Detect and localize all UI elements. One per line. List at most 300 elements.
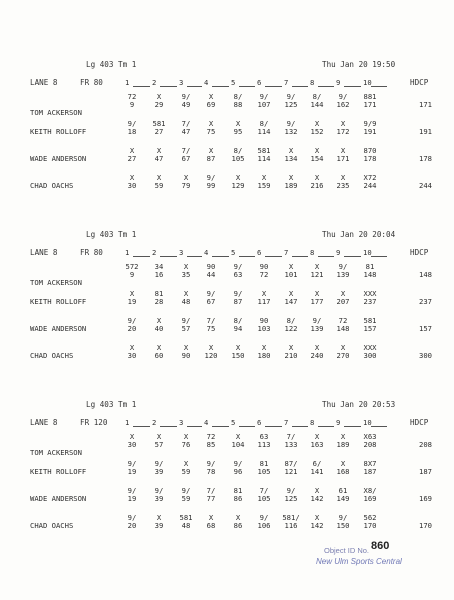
frame-score: 157 — [363, 324, 377, 333]
frame-score: 49 — [181, 100, 191, 109]
frame-number-6: 6 — [257, 418, 262, 427]
frame-mark: 7/ — [206, 486, 216, 495]
frame-mark: X — [129, 343, 135, 352]
frame-mark: X — [340, 432, 346, 441]
frame-mark: X — [129, 146, 135, 155]
frame-score: 75 — [206, 324, 216, 333]
frame-score: 121 — [284, 467, 298, 476]
frame-mark: 9/ — [181, 486, 191, 495]
frame-score: 189 — [284, 181, 298, 190]
frame-divider — [265, 426, 282, 427]
bowler-name: TOM ACKERSON — [30, 108, 82, 117]
frame-mark: X8/ — [363, 486, 377, 495]
frame-score: 67 — [181, 154, 191, 163]
frame-score: 101 — [284, 270, 298, 279]
frame-mark: X72 — [363, 173, 377, 182]
frame-score: 113 — [257, 440, 271, 449]
frame-score: 240 — [310, 351, 324, 360]
frame-mark: X — [340, 119, 346, 128]
frame-score: 77 — [206, 494, 216, 503]
frame-score: 39 — [154, 494, 164, 503]
frame-score: 35 — [181, 270, 191, 279]
frame-divider — [133, 86, 150, 87]
frame-score: 96 — [233, 467, 243, 476]
frame-score: 141 — [310, 467, 324, 476]
frame-mark: X — [314, 262, 320, 271]
frame-mark: 581 — [179, 513, 193, 522]
frame-mark: 9/ — [206, 459, 216, 468]
frame-score: 39 — [154, 521, 164, 530]
frame-score: 148 — [363, 270, 377, 279]
frame-mark: 9/ — [181, 92, 191, 101]
frame-number-7: 7 — [284, 78, 289, 87]
handicap-total: 208 — [419, 440, 432, 449]
frame-mark: X — [314, 513, 320, 522]
frame-score: 171 — [363, 100, 377, 109]
bowler-name: KEITH ROLLOFF — [30, 297, 87, 306]
frame-score: 162 — [336, 100, 350, 109]
frame-mark: 9/ — [338, 92, 348, 101]
frame-score: 129 — [231, 181, 245, 190]
frame-score: 39 — [154, 467, 164, 476]
frame-number-4: 4 — [204, 248, 209, 257]
frame-score: 148 — [336, 324, 350, 333]
frame-mark: 7/ — [259, 486, 269, 495]
frame-mark: 9/ — [127, 486, 137, 495]
lane-label: LANE 8 — [30, 418, 58, 427]
frame-score: 144 — [310, 100, 324, 109]
frame-score: 19 — [127, 467, 137, 476]
frame-mark: X — [288, 173, 294, 182]
frame-mark: 9/ — [206, 289, 216, 298]
frame-score: 105 — [257, 467, 271, 476]
bowler-name: CHAD OACHS — [30, 351, 74, 360]
frame-divider — [212, 256, 229, 257]
frame-mark: 90 — [259, 262, 269, 271]
frame-mark: X — [208, 513, 214, 522]
frame-score: 235 — [336, 181, 350, 190]
frame-mark: 8/ — [233, 146, 243, 155]
game-timestamp: Thu Jan 20 20:53 — [322, 400, 396, 409]
frame-mark: 8/ — [233, 316, 243, 325]
frame-divider — [239, 426, 255, 427]
frame-score: 132 — [284, 127, 298, 136]
frame-score: 47 — [181, 127, 191, 136]
frame-mark: 870 — [363, 146, 377, 155]
frame-score: 116 — [284, 521, 298, 530]
club-stamp: New Ulm Sports Central — [316, 557, 402, 566]
frame-score: 142 — [310, 521, 324, 530]
frame-score: 47 — [154, 154, 164, 163]
frame-mark: 9/ — [233, 262, 243, 271]
frame-mark: 6/ — [312, 459, 322, 468]
frame-score: 105 — [231, 154, 245, 163]
frame-score: 189 — [336, 440, 350, 449]
frame-mark: X — [129, 289, 135, 298]
frame-mark: X — [340, 289, 346, 298]
frame-score: 79 — [181, 181, 191, 190]
frame-score: 139 — [310, 324, 324, 333]
frame-mark: X — [314, 432, 320, 441]
frame-mark: X — [156, 92, 162, 101]
frame-mark: 9/ — [206, 173, 216, 182]
frame-mark: X — [183, 262, 189, 271]
frame-mark: X — [340, 343, 346, 352]
bowler-name: WADE ANDERSON — [30, 494, 87, 503]
frame-number-5: 5 — [231, 78, 236, 87]
handicap-total: 178 — [419, 154, 432, 163]
frame-score: 163 — [310, 440, 324, 449]
bowler-name: KEITH ROLLOFF — [30, 127, 87, 136]
frame-score: 172 — [336, 127, 350, 136]
frame-divider — [212, 86, 229, 87]
frame-score: 57 — [181, 324, 191, 333]
frame-score: 114 — [257, 154, 271, 163]
frame-score: 69 — [206, 100, 216, 109]
frame-number-7: 7 — [284, 248, 289, 257]
frame-score: 177 — [310, 297, 324, 306]
frame-number-3: 3 — [179, 418, 184, 427]
frame-score: 59 — [181, 494, 191, 503]
frame-score: 20 — [127, 521, 137, 530]
frame-score: 105 — [257, 494, 271, 503]
frame-divider — [292, 86, 308, 87]
frame-score: 30 — [127, 440, 137, 449]
frame-divider — [265, 256, 282, 257]
frame-score: 60 — [154, 351, 164, 360]
frame-number-1: 1 — [125, 248, 130, 257]
frame-divider — [371, 86, 387, 87]
frame-mark: 87/ — [284, 459, 298, 468]
frame-mark: 581 — [152, 119, 166, 128]
frame-mark: 9/ — [181, 316, 191, 325]
frame-score: 150 — [336, 521, 350, 530]
frame-mark: X — [340, 173, 346, 182]
frame-score: 72 — [259, 270, 269, 279]
frame-score: 57 — [154, 440, 164, 449]
frame-divider — [212, 426, 229, 427]
frame-divider — [160, 86, 177, 87]
frame-mark: X — [288, 289, 294, 298]
hdcp-header: HDCP — [410, 78, 429, 87]
frame-number-3: 3 — [179, 248, 184, 257]
frame-number-6: 6 — [257, 248, 262, 257]
frame-score: 125 — [284, 100, 298, 109]
league-team-label: Lg 403 Tm 1 — [86, 60, 137, 69]
frame-score: 30 — [127, 351, 137, 360]
frame-divider — [187, 426, 202, 427]
handicap-total: 170 — [419, 521, 432, 530]
frame-divider — [292, 426, 308, 427]
frame-mark: X — [208, 92, 214, 101]
frame-mark: X — [340, 146, 346, 155]
frame-mark: 8X7 — [363, 459, 377, 468]
frame-score: 122 — [284, 324, 298, 333]
frame-score: 133 — [284, 440, 298, 449]
frame-mark: 9/ — [233, 289, 243, 298]
frame-mark: 81 — [233, 486, 243, 495]
frame-mark: 8/ — [259, 119, 269, 128]
frame-mark: 581/ — [282, 513, 300, 522]
frame-score: 20 — [127, 324, 137, 333]
frame-mark: 9/ — [338, 513, 348, 522]
handicap-total: 300 — [419, 351, 432, 360]
frame-mark: X — [156, 432, 162, 441]
frame-number-2: 2 — [152, 248, 157, 257]
bowler-name: TOM ACKERSON — [30, 278, 82, 287]
frame-mark: X — [288, 343, 294, 352]
frame-score: 94 — [233, 324, 243, 333]
frame-divider — [344, 426, 361, 427]
frame-rate-label: FR 80 — [80, 248, 103, 257]
frame-score: 9 — [129, 270, 135, 279]
frame-mark: X — [183, 343, 189, 352]
frame-mark: 7/ — [206, 316, 216, 325]
frame-score: 114 — [257, 127, 271, 136]
hdcp-header: HDCP — [410, 418, 429, 427]
frame-score: 191 — [363, 127, 377, 136]
frame-mark: 72 — [127, 92, 137, 101]
frame-score: 19 — [127, 297, 137, 306]
frame-divider — [318, 256, 334, 257]
bowler-name: CHAD OACHS — [30, 181, 74, 190]
frame-mark: X — [208, 146, 214, 155]
frame-mark: X — [156, 513, 162, 522]
frame-divider — [160, 426, 177, 427]
frame-mark: 9/ — [127, 316, 137, 325]
frame-score: 68 — [206, 521, 216, 530]
frame-mark: X — [340, 459, 346, 468]
frame-mark: 9/ — [127, 513, 137, 522]
frame-mark: 9/ — [286, 486, 296, 495]
frame-mark: X — [314, 289, 320, 298]
frame-mark: 9/ — [286, 92, 296, 101]
frame-mark: 9/ — [127, 459, 137, 468]
frame-mark: X — [208, 119, 214, 128]
object-id-number: 860 — [371, 540, 390, 552]
frame-divider — [371, 426, 387, 427]
frame-mark: 562 — [363, 513, 377, 522]
frame-mark: X — [183, 173, 189, 182]
frame-score: 59 — [181, 467, 191, 476]
frame-score: 29 — [154, 100, 164, 109]
frame-mark: X — [183, 459, 189, 468]
handicap-total: 237 — [419, 297, 432, 306]
frame-score: 187 — [363, 467, 377, 476]
frame-rate-label: FR 120 — [80, 418, 108, 427]
frame-mark: X — [129, 173, 135, 182]
frame-mark: 9/ — [154, 486, 164, 495]
frame-number-5: 5 — [231, 248, 236, 257]
frame-mark: 9/ — [259, 92, 269, 101]
frame-mark: 581 — [257, 146, 271, 155]
frame-mark: 63 — [259, 432, 269, 441]
bowler-name: KEITH ROLLOFF — [30, 467, 87, 476]
frame-score: 28 — [154, 297, 164, 306]
frame-score: 159 — [257, 181, 271, 190]
frame-number-7: 7 — [284, 418, 289, 427]
frame-number-1: 1 — [125, 418, 130, 427]
frame-mark: 9/ — [233, 459, 243, 468]
frame-score: 104 — [231, 440, 245, 449]
frame-score: 154 — [310, 154, 324, 163]
frame-mark: X — [261, 289, 267, 298]
frame-divider — [292, 256, 308, 257]
frame-mark: X — [235, 173, 241, 182]
frame-score: 86 — [233, 521, 243, 530]
frame-score: 27 — [127, 154, 137, 163]
frame-score: 75 — [206, 127, 216, 136]
lane-label: LANE 8 — [30, 78, 58, 87]
handicap-total: 169 — [419, 494, 432, 503]
frame-number-1: 1 — [125, 78, 130, 87]
frame-mark: X — [261, 343, 267, 352]
frame-rate-label: FR 80 — [80, 78, 103, 87]
frame-divider — [160, 256, 177, 257]
frame-mark: 572 — [125, 262, 139, 271]
frame-number-9: 9 — [336, 78, 341, 87]
frame-score: 30 — [127, 181, 137, 190]
frame-score: 150 — [231, 351, 245, 360]
frame-score: 87 — [206, 154, 216, 163]
frame-mark: X — [314, 146, 320, 155]
frame-number-2: 2 — [152, 78, 157, 87]
frame-divider — [133, 426, 150, 427]
frame-divider — [133, 256, 150, 257]
frame-score: 168 — [336, 467, 350, 476]
frame-score: 121 — [310, 270, 324, 279]
frame-score: 152 — [310, 127, 324, 136]
frame-mark: 90 — [259, 316, 269, 325]
handicap-total: 157 — [419, 324, 432, 333]
frame-score: 207 — [336, 297, 350, 306]
game-timestamp: Thu Jan 20 20:04 — [322, 230, 396, 239]
frame-number-6: 6 — [257, 78, 262, 87]
frame-mark: X — [183, 289, 189, 298]
frame-mark: 61 — [338, 486, 348, 495]
frame-number-8: 8 — [310, 248, 315, 257]
frame-mark: 81 — [365, 262, 375, 271]
frame-score: 107 — [257, 100, 271, 109]
frame-divider — [344, 256, 361, 257]
frame-mark: 7/ — [181, 119, 191, 128]
frame-mark: 8/ — [286, 316, 296, 325]
frame-number-2: 2 — [152, 418, 157, 427]
frame-mark: 9/ — [259, 513, 269, 522]
frame-mark: 9/9 — [363, 119, 377, 128]
frame-mark: X — [288, 262, 294, 271]
frame-score: 147 — [284, 297, 298, 306]
frame-mark: 9/ — [338, 262, 348, 271]
frame-mark: 9/ — [286, 119, 296, 128]
frame-mark: 7/ — [181, 146, 191, 155]
frame-score: 27 — [154, 127, 164, 136]
frame-mark: X — [235, 343, 241, 352]
frame-score: 117 — [257, 297, 271, 306]
frame-score: 210 — [284, 351, 298, 360]
handicap-total: 148 — [419, 270, 432, 279]
frame-score: 244 — [363, 181, 377, 190]
frame-number-9: 9 — [336, 418, 341, 427]
frame-score: 169 — [363, 494, 377, 503]
frame-score: 106 — [257, 521, 271, 530]
frame-mark: X — [261, 173, 267, 182]
frame-score: 90 — [181, 351, 191, 360]
frame-mark: 72 — [338, 316, 348, 325]
frame-score: 99 — [206, 181, 216, 190]
frame-mark: 72 — [206, 432, 216, 441]
frame-mark: X — [314, 486, 320, 495]
frame-mark: X — [314, 343, 320, 352]
frame-divider — [239, 86, 255, 87]
frame-score: 149 — [336, 494, 350, 503]
frame-score: 19 — [127, 494, 137, 503]
frame-score: 300 — [363, 351, 377, 360]
frame-mark: 8/ — [312, 92, 322, 101]
frame-score: 178 — [363, 154, 377, 163]
frame-score: 78 — [206, 467, 216, 476]
frame-score: 170 — [363, 521, 377, 530]
frame-mark: 581 — [363, 316, 377, 325]
frame-mark: 8/ — [233, 92, 243, 101]
frame-mark: X — [156, 146, 162, 155]
frame-mark: X — [156, 316, 162, 325]
league-team-label: Lg 403 Tm 1 — [86, 400, 137, 409]
frame-score: 59 — [154, 181, 164, 190]
frame-mark: 34 — [154, 262, 164, 271]
frame-score: 216 — [310, 181, 324, 190]
frame-number-8: 8 — [310, 418, 315, 427]
frame-mark: XXX — [363, 289, 377, 298]
frame-mark: X — [235, 432, 241, 441]
handicap-total: 244 — [419, 181, 432, 190]
frame-mark: 9/ — [127, 119, 137, 128]
frame-divider — [239, 256, 255, 257]
frame-score: 180 — [257, 351, 271, 360]
handicap-total: 187 — [419, 467, 432, 476]
frame-number-4: 4 — [204, 78, 209, 87]
frame-mark: 9/ — [312, 316, 322, 325]
frame-score: 40 — [154, 324, 164, 333]
frame-score: 171 — [336, 154, 350, 163]
frame-mark: X — [288, 146, 294, 155]
frame-number-10: 10 — [363, 418, 372, 427]
bowler-name: WADE ANDERSON — [30, 154, 87, 163]
bowler-name: CHAD OACHS — [30, 521, 74, 530]
frame-mark: 81 — [259, 459, 269, 468]
handicap-total: 191 — [419, 127, 432, 136]
bowler-name: WADE ANDERSON — [30, 324, 87, 333]
frame-divider — [318, 426, 334, 427]
frame-score: 44 — [206, 270, 216, 279]
frame-mark: X — [235, 513, 241, 522]
frame-score: 16 — [154, 270, 164, 279]
frame-score: 86 — [233, 494, 243, 503]
frame-score: 63 — [233, 270, 243, 279]
frame-score: 88 — [233, 100, 243, 109]
frame-number-4: 4 — [204, 418, 209, 427]
frame-score: 125 — [284, 494, 298, 503]
frame-score: 270 — [336, 351, 350, 360]
frame-score: 95 — [233, 127, 243, 136]
frame-score: 103 — [257, 324, 271, 333]
frame-score: 237 — [363, 297, 377, 306]
frame-score: 142 — [310, 494, 324, 503]
frame-score: 48 — [181, 521, 191, 530]
frame-score: 139 — [336, 270, 350, 279]
frame-divider — [318, 86, 334, 87]
frame-number-5: 5 — [231, 418, 236, 427]
